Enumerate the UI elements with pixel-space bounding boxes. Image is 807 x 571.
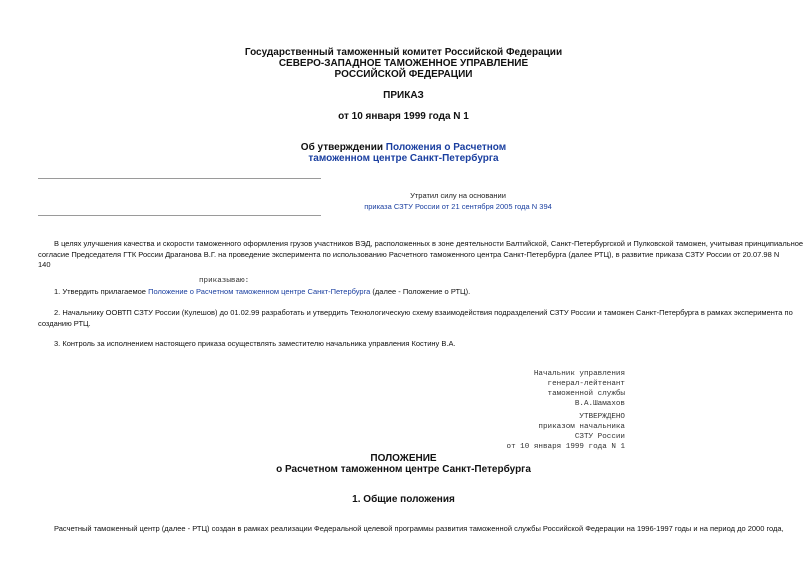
document-subject-line2 [0, 153, 807, 164]
document-date: от 10 января 1999 года N 1 [338, 111, 469, 122]
item-1-link[interactable]: Положение о Расчетном таможенном центре Санкт-Петербурга [148, 287, 371, 296]
item-1-prefix: 1. Утвердить прилагаемое [54, 287, 149, 296]
section-1-text: Расчетный таможенный центр (далее - РТЦ) создан в рамках реализации Федеральной целевой программы развития таможенной службы Российской Федерации на 1996-1997 годы и на период до 2000 года, [54, 524, 784, 533]
regulation-link[interactable]: Положения о Расчетном [385, 142, 507, 153]
signature-service: таможенной службы [547, 390, 625, 398]
subject-prefix: Об утверждении [300, 142, 386, 153]
org-name-line1: Государственный таможенный комитет Российской Федерации [244, 47, 563, 58]
org-name-line2: СЕВЕРО-ЗАПАДНОЕ ТАМОЖЕННОЕ УПРАВЛЕНИЕ [278, 58, 529, 69]
org-name-line3: РОССИЙСКОЙ ФЕДЕРАЦИИ [334, 69, 473, 80]
order-word: приказываю: [199, 277, 250, 285]
approval-by: приказом начальника [538, 423, 625, 431]
signature-block [480, 369, 625, 409]
item-2-line2: созданию РТЦ. [38, 318, 91, 328]
regulation-link-cont[interactable]: таможенном центре Санкт-Петербурга [308, 153, 499, 164]
approval-block [480, 412, 625, 452]
item-2-line1: 2. Начальнику ООВТП СЗТУ России (Кулешов) до 01.02.99 разработать и утвердить Технологическую схему взаимодействия подразделений СЗТУ России и таможен Санкт-Петербурга в рамках эксперимента по [54, 308, 793, 317]
approval-title: УТВЕРЖДЕНО [579, 413, 625, 421]
preamble-line1: В целях улучшения качества и скорости таможенного оформления грузов участников ВЭД, расположенных в зоне деятельности Балтийской, Санкт-Петербургской и Пулковской таможен, учитывая принципиальное [54, 239, 804, 248]
regulation-title: ПОЛОЖЕНИЕ [370, 453, 437, 464]
signature-rank: генерал-лейтенант [547, 380, 625, 388]
item-1 [54, 287, 470, 298]
item-1-suffix: (далее - Положение о РТЦ). [370, 287, 471, 296]
item-2 [38, 308, 807, 329]
divider-bottom [38, 215, 321, 216]
document-subject-line1 [0, 142, 807, 153]
repeal-order-link[interactable]: приказа СЗТУ России от 21 сентября 2005 года N 394 [364, 202, 552, 211]
regulation-subtitle: о Расчетном таможенном центре Санкт-Петербурга [276, 464, 531, 475]
item-3: 3. Контроль за исполнением настоящего приказа осуществлять заместителю начальника управления Костину В.А. [54, 339, 456, 348]
preamble [38, 239, 807, 271]
preamble-line3: 140 [38, 260, 51, 269]
document-type: ПРИКАЗ [383, 90, 424, 101]
section-1-title: 1. Общие положения [352, 494, 455, 505]
signature-name: В.А.Шамахов [574, 400, 625, 408]
signature-position: Начальник управления [533, 370, 625, 378]
approval-date: от 10 января 1999 года N 1 [506, 443, 625, 451]
status-text: Утратил силу на основании [410, 191, 506, 200]
preamble-line2: согласие Председателя ГТК России Драганова В.Г. на проведение эксперимента по использованию Расчетного таможенного центра Санкт-Петербурга (далее РТЦ), в развитие приказа СЗТУ России от 20.07.98 N [38, 249, 780, 259]
approval-org: СЗТУ России [574, 433, 625, 441]
divider-top [38, 178, 321, 179]
